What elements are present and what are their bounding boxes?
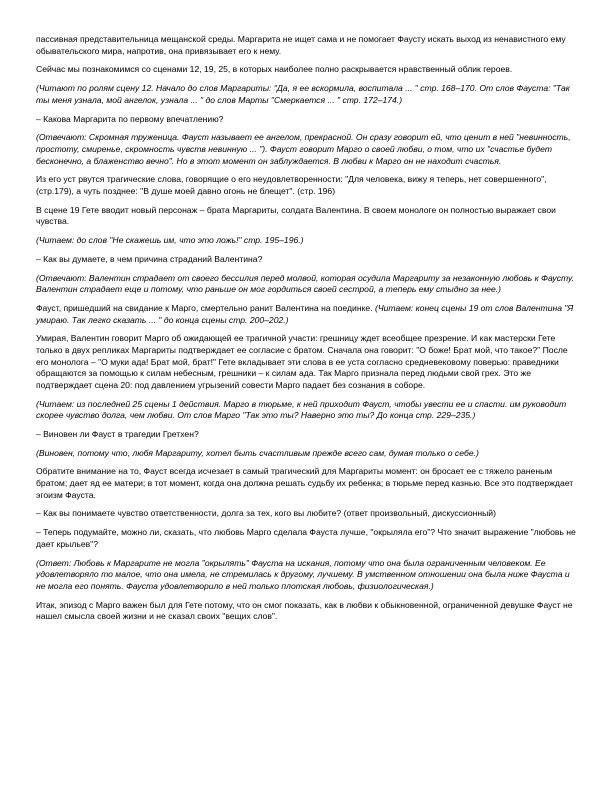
- paragraph-6: Умирая, Валентин говорит Марго об ожидающей ее трагичной участи: грешницу ждет всеобщее презрение. И как мастерски Гете только в двух репликах Маргариты подтверждает ее согласие с братом. Сначала она говорит: "О боже! Брат мой, что такое?" После его монолога – "О муки ада! Брат мой, брат!" Гете вкладывает эти слова в ее уста согласно средневековому поверью: праведники обращаются за помощью к силам небесным, грешники – к силам ада. Так Марго признала перед людьми свой грех. Это же подтверждает сцена 20: под давлением угрызений совести Марго падает без сознания в соборе.: [36, 333, 568, 390]
- stage-direction-1: (Читают по ролям сцену 12. Начало до слов Маргариты: "Да, я ее вскормила, воспитала ... " стр. 168–170. От слов Фауста: "Так ты меня узнала, мой ангелок, узнала ... " до слов Марты "Смеркается ... " стр. 172–174.): [36, 83, 570, 105]
- question-3: – Виновен ли Фауст в трагедии Гретхен?: [36, 428, 199, 439]
- document-body: [36, 34, 581, 630]
- answer-1: (Отвечают: Скромная труженица. Фауст называет ее ангелом, прекрасной. Он сразу говорит ей, что ценит в ней "невинность, простоту, смиренье, скромность чувств невинную ... "). Фауст говорит Марго о своей любви, о том, что их "счастье будет бесконечно, а блаженство вечно". Но в этот момент он заблуждается. В любви к Марго он не находит счастья.: [36, 132, 571, 166]
- stage-direction-3: (Читаем: из последней 25 сцены 1 действия. Марго в тюрьме, к ней приходит Фауст, чтобы увести ее и спасти. им руководит скорее чувство долга, чем любви. От слов Марго "Так это ты? Наверно это ты? До конца стр. 229–235.): [36, 398, 567, 421]
- paragraph-2: Сейчас мы познакомимся со сценами 12, 19, 25, в которых наиболее полно раскрывается нравственный облик героев.: [36, 64, 513, 75]
- paragraph-1: пассивная представительница мещанской среды. Маргарита не ищет сама и не помогает Фаусту искать выход из ненавистного ему обывательского мира, напротив, она привязывает его к нему.: [36, 34, 566, 56]
- paragraph-4: В сцене 19 Гете вводит новый персонаж – брата Маргариты, солдата Валентина. В своем монологе он полностью выражает свои чувства.: [36, 204, 556, 227]
- paragraph-7: Обратите внимание на то, Фауст всегда исчезает в самый трагический для Маргариты момент: он бросает ее с тяжело раненым братом; дает яд ее матери; в тот момент, когда она должна решать судьбу их ребенка; в тюрьме перед казнью. Все это подтверждает эгоизм Фауста.: [36, 466, 574, 500]
- question-1: – Какова Маргарита по первому впечатлению?: [36, 113, 224, 124]
- paragraph-5-direction: (Читаем: конец сцены 19 от слов Валентина "Я умираю. Так легко сказать ... " до конца сцены стр. 200–202.): [36, 302, 574, 325]
- paragraph-5-text: Фауст, пришедший на свидание к Марго, смертельно ранит Валентина на поединке.: [36, 302, 373, 313]
- paragraph-8: Итак, эпизод с Марго важен был для Гете потому, что он смог показать, как в любви к обыкновенной, ограниченной девушке Фауст не нашел смысла своей жизни и не сказал своих "вещих слов".: [36, 599, 573, 622]
- answer-3: (Виновен, потому что, любя Маргариту, хотел быть счастливым прежде всего сам, думая только о себе.): [36, 447, 479, 458]
- answer-2: (Отвечают: Валентин страдает от своего бессилия перед молвой, которая осудила Маргариту за незаконную любовь к Фаусту. Валентин страдает еще и потому, что раньше он мог гордиться своей сестрой, а теперь ему стыдно за нее.): [36, 272, 575, 295]
- paragraph-3: Из его уст рвутся трагические слова, говорящие о его неудовлетворенности: "Для человека, вижу я теперь, нет совершенного", (стр.179), а чуть позднее: "В душе моей давно огонь не блещет". (стр. 196): [36, 174, 547, 196]
- paragraph-5: [36, 303, 581, 326]
- answer-4: (Ответ: Любовь к Маргарите не могла "окрылять" Фауста на искания, потому что она была ограниченным человеком. Ее удовлетворяло то малое, что она имела, не стремилась к другому, лучшему. В умственном отношении она была ниже Фауста и не могла его понять. Фауста удовлетворило в ней только плотская любовь, физиологическая.): [36, 557, 570, 591]
- question-4: – Как вы понимаете чувство ответственности, долга за тех, кого вы любите? (ответ произвольный, дискуссионный): [36, 508, 496, 519]
- question-2: – Как вы думаете, в чем причина страданий Валентина?: [36, 253, 263, 264]
- question-5: – Теперь подумайте, можно ли, сказать, что любовь Марго сделала Фауста лучше, "окрыляла его"? Что значит выражение "любовь не дает крыльев"?: [36, 527, 576, 549]
- stage-direction-2: (Читаем: до слов "Не скажешь им, что это ложь!" стр. 195–196.): [36, 235, 304, 246]
